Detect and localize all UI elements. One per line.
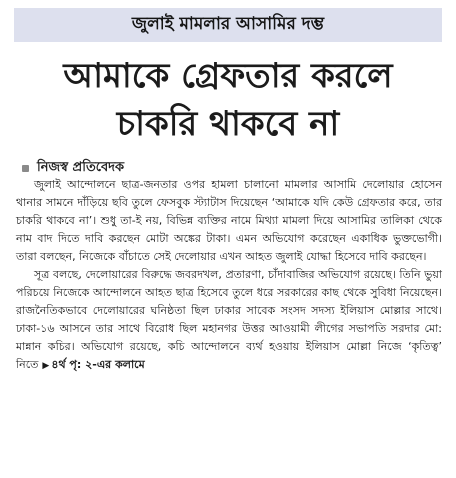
paragraph-2-text: সূত্র বলছে, দেলোয়ারের বিরুদ্ধে জবরদখল, প্রতারণা, চাঁদাবাজির অভিযোগ রয়েছে। তিনি ভুয়া পরিচয়ে নিজেকে আন্দোলনে আহত ছাত্র হিসেবে তুলে ধরে সরকারের কাছ থেকে সুবিধা নিয়েছেন। রাজনৈতিকভাবে দেলোয়ারের ঘনিষ্ঠতা ছিল ঢাকার সাবেক সংসদ সদস্য ইলিয়াস মোল্লার সাথে। ঢাকা-১৬ আসনে তার সাথে বিরোধ ছিল মহানগর উত্তর আওয়ামী লীগের সভাপতি সরদার মো: মান্নান কচির। অভিযোগ রয়েছে, কচি আন্দোলনে ব্যর্থ হওয়ায় ইলিয়াস মোল্লা নিজে ‘কৃতিত্ব’ নিতে [16,268,442,371]
article-body [16,176,442,375]
paragraph-2 [16,266,442,375]
paragraph-1: জুলাই আন্দোলনে ছাত্র-জনতার ওপর হামলা চালানো মামলার আসামি দেলোয়ার হোসেন থানার সামনে দাঁড়িয়ে ছবি তুলে ফেসবুক স্ট্যাটাস দিয়েছেন ‘আমাকে যদি কেউ গ্রেফতার করে, তার চাকরি থাকবে না’। শুধু তা-ই নয়, বিভিন্ন ব্যক্তির নামে মিথ্যা মামলা দিয়ে আসামির তালিকা থেকে নাম বাদ দিতে দাবি করছেন মোটা অঙ্কের টাকা। এমন অভিযোগ করেছেন একাধিক ভুক্তভোগী। তারা বলছেন, নিজেকে বাঁচাতে সেই দেলোয়ার এখন আহত জুলাই যোদ্ধা হিসেবে দাবি করছেন। [16,178,442,263]
square-bullet-icon [22,165,29,172]
byline-text: নিজস্ব প্রতিবেদক [37,160,125,175]
headline-line-2: চাকরি থাকবে না [116,104,340,144]
headline-line-1: আমাকে গ্রেফতার করলে [63,56,393,96]
kicker-banner [14,8,442,42]
kicker-text: জুলাই মামলার আসামির দম্ভ [131,14,325,34]
headline [10,52,446,148]
continuation-note[interactable]: ৪র্থ পৃ: ২-এর কলামে [51,358,145,371]
triangle-right-icon: ▶ [42,361,50,371]
